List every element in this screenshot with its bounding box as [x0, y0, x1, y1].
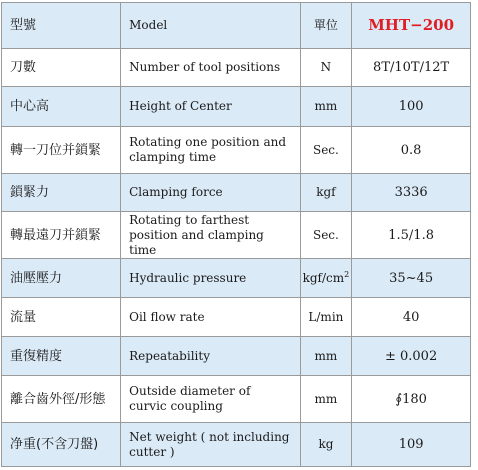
row-value: 1.5/1.8 [352, 212, 471, 259]
row-unit: Sec. [300, 212, 352, 259]
row-chinese-label: 轉一刀位并鎖緊 [2, 127, 121, 174]
row-value: 0.8 [352, 127, 471, 174]
row-english-label: Height of Center [121, 87, 300, 127]
row-chinese-label: 刀數 [2, 49, 121, 87]
row-value: 35~45 [352, 259, 471, 298]
row-unit: kg [300, 423, 352, 467]
table-header-row [2, 3, 471, 49]
row-english-label: Rotating one position and clamping time [121, 127, 300, 174]
row-english-label: Outside diameter of curvic coupling [121, 376, 300, 423]
row-unit: L/min [300, 298, 352, 337]
row-chinese-label: 重復精度 [2, 337, 121, 376]
header-english-label: Model [121, 3, 300, 49]
table-row [2, 423, 471, 467]
row-english-label: Net weight ( not including cutter ) [121, 423, 300, 467]
row-unit: Sec. [300, 127, 352, 174]
row-unit: kgf [300, 174, 352, 212]
row-unit: mm [300, 337, 352, 376]
row-value: 8T/10T/12T [352, 49, 471, 87]
row-chinese-label: 油壓壓力 [2, 259, 121, 298]
row-chinese-label: 離合齒外徑/形態 [2, 376, 121, 423]
row-english-label: Oil flow rate [121, 298, 300, 337]
row-chinese-label: 鎖緊力 [2, 174, 121, 212]
unit-text: kgf/cm [302, 270, 345, 285]
row-unit: mm [300, 87, 352, 127]
row-chinese-label: 轉最遠刀并鎖緊 [2, 212, 121, 259]
unit-superscript: 2 [344, 269, 350, 279]
row-value: 100 [352, 87, 471, 127]
row-value: 3336 [352, 174, 471, 212]
row-english-label: Repeatability [121, 337, 300, 376]
row-english-label: Clamping force [121, 174, 300, 212]
header-chinese-label: 型號 [2, 3, 121, 49]
spec-table-container [1, 2, 471, 467]
row-value: 40 [352, 298, 471, 337]
row-unit [300, 259, 352, 298]
row-english-label: Number of tool positions [121, 49, 300, 87]
row-value: 109 [352, 423, 471, 467]
table-row [2, 49, 471, 87]
table-row [2, 127, 471, 174]
table-row [2, 259, 471, 298]
header-model-value: MHT−200 [352, 3, 471, 49]
row-english-label: Rotating to farthest position and clamping time [121, 212, 300, 259]
row-value: ∮180 [352, 376, 471, 423]
header-unit-label: 單位 [300, 3, 352, 49]
row-chinese-label: 净重(不含刀盤) [2, 423, 121, 467]
row-english-label: Hydraulic pressure [121, 259, 300, 298]
table-row [2, 298, 471, 337]
table-row [2, 376, 471, 423]
row-unit: N [300, 49, 352, 87]
table-row [2, 174, 471, 212]
row-chinese-label: 中心高 [2, 87, 121, 127]
table-row [2, 87, 471, 127]
table-row [2, 212, 471, 259]
row-unit: mm [300, 376, 352, 423]
row-value: ± 0.002 [352, 337, 471, 376]
table-row [2, 337, 471, 376]
specification-table [1, 2, 471, 467]
row-chinese-label: 流量 [2, 298, 121, 337]
